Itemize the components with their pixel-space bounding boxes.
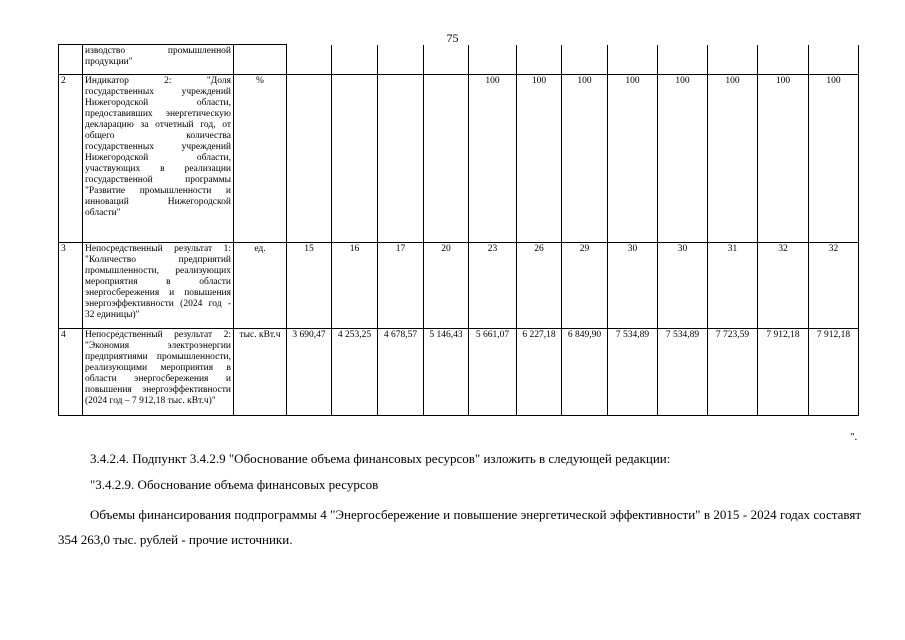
value-cell: 32 [758, 243, 809, 329]
unit-cell: ед. [234, 243, 287, 329]
value-cell: 100 [562, 75, 608, 243]
value-cell [469, 45, 517, 75]
value-cell: 100 [517, 75, 562, 243]
value-cell [332, 75, 378, 243]
value-cell: 31 [708, 243, 758, 329]
value-cell [758, 45, 809, 75]
row-number-cell: 2 [59, 75, 83, 243]
section-heading: "3.4.2.9. Обоснование объема финансовых ресурсов [90, 477, 379, 492]
value-cell: 32 [809, 243, 859, 329]
table-row [59, 45, 859, 75]
table-row [59, 243, 859, 329]
value-cell: 4 253,25 [332, 329, 378, 416]
indicators-table [58, 44, 859, 416]
value-cell: 100 [658, 75, 708, 243]
indicator-cell: Непосредственный результат 2: "Экономия электроэнергии предприятиями промышленности, реализующими мероприятия в области энергосбережения и повышения энергоэффективности (2024 год – 7 912,18 тыс. кВт.ч)" [83, 329, 234, 416]
value-cell: 7 723,59 [708, 329, 758, 416]
value-cell: 16 [332, 243, 378, 329]
value-cell: 7 534,89 [658, 329, 708, 416]
unit-cell: % [234, 75, 287, 243]
value-cell [424, 45, 469, 75]
value-cell [378, 75, 424, 243]
value-cell [287, 45, 332, 75]
indicator-cell: изводство промышленной продукции" [83, 45, 234, 75]
value-cell: 5 661,07 [469, 329, 517, 416]
row-number-cell: 3 [59, 243, 83, 329]
unit-cell [234, 45, 287, 75]
row-number-cell [59, 45, 83, 75]
value-cell: 100 [469, 75, 517, 243]
value-cell [287, 75, 332, 243]
value-cell: 29 [562, 243, 608, 329]
value-cell [809, 45, 859, 75]
value-cell: 100 [708, 75, 758, 243]
value-cell: 30 [608, 243, 658, 329]
value-cell: 7 912,18 [758, 329, 809, 416]
value-cell [562, 45, 608, 75]
value-cell: 4 678,57 [378, 329, 424, 416]
value-cell: 5 146,43 [424, 329, 469, 416]
value-cell: 20 [424, 243, 469, 329]
value-cell: 26 [517, 243, 562, 329]
row-number-cell: 4 [59, 329, 83, 416]
table-row [59, 75, 859, 243]
value-cell: 3 690,47 [287, 329, 332, 416]
value-cell [608, 45, 658, 75]
value-cell: 30 [658, 243, 708, 329]
financing-paragraph: Объемы финансирования подпрограммы 4 "Энергосбережение и повышение энергетической эффективности" в 2015 - 2024 годах составят 354 263,0 тыс. рублей - прочие источники. [58, 507, 861, 547]
value-cell [708, 45, 758, 75]
unit-cell: тыс. кВт.ч [234, 329, 287, 416]
value-cell [332, 45, 378, 75]
value-cell [424, 75, 469, 243]
value-cell: 100 [809, 75, 859, 243]
value-cell: 7 912,18 [809, 329, 859, 416]
closing-quote: ". [850, 431, 858, 443]
value-cell [658, 45, 708, 75]
amendment-paragraph: 3.4.2.4. Подпункт 3.4.2.9 "Обоснование объема финансовых ресурсов" изложить в следующей редакции: [90, 451, 671, 466]
value-cell [517, 45, 562, 75]
indicator-cell: Индикатор 2: "Доля государственных учреждений Нижегородской области, предоставивших энергетическую декларацию за отчетный год, от общего количества государственных учреждений Нижегородской области, участвующих в реализации государственной программы "Развитие промышленности и инноваций Нижегородской области" [83, 75, 234, 243]
value-cell [378, 45, 424, 75]
table-row [59, 329, 859, 416]
page-number: 75 [446, 31, 459, 45]
value-cell: 15 [287, 243, 332, 329]
value-cell: 100 [758, 75, 809, 243]
value-cell: 6 849,90 [562, 329, 608, 416]
value-cell: 7 534,89 [608, 329, 658, 416]
value-cell: 100 [608, 75, 658, 243]
value-cell: 23 [469, 243, 517, 329]
value-cell: 6 227,18 [517, 329, 562, 416]
indicator-cell: Непосредственный результат 1: "Количество предприятий промышленности, реализующих мероприятия в области энергосбережения и повышения энергоэффективности (2024 год - 32 единицы)" [83, 243, 234, 329]
value-cell: 17 [378, 243, 424, 329]
